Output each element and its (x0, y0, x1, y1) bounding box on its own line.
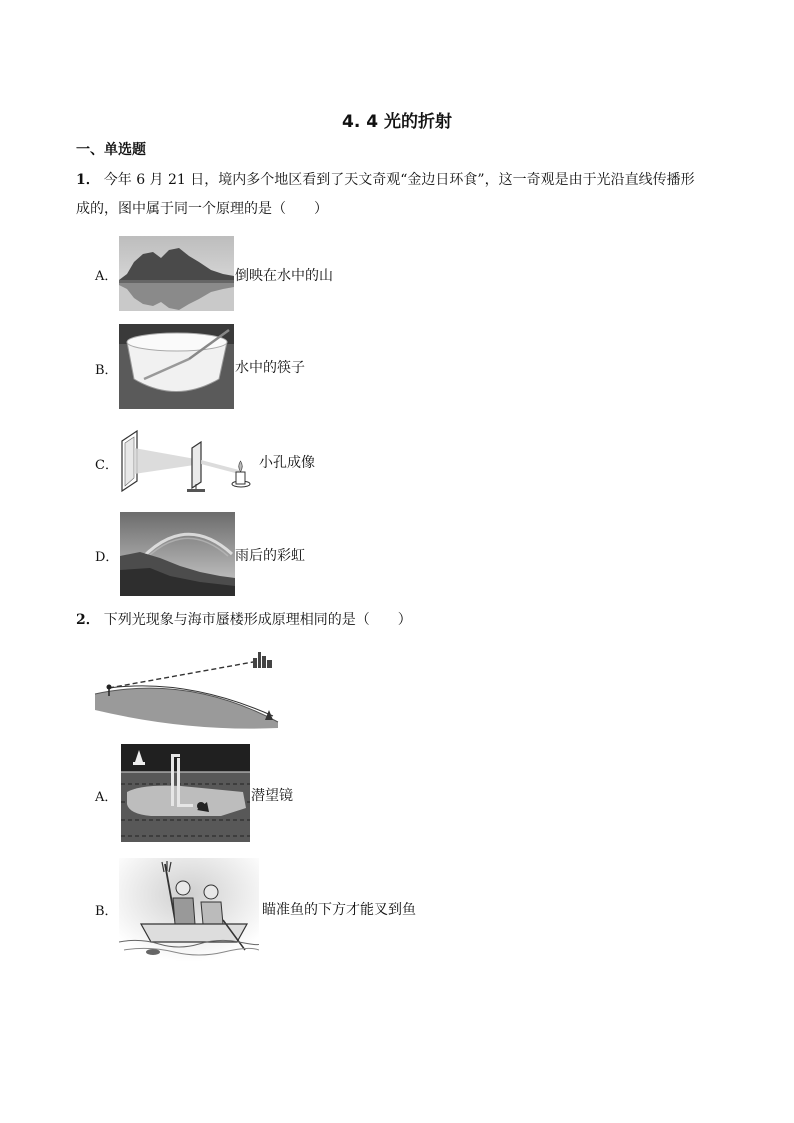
q2-option-letter-a: A． (95, 790, 118, 805)
mirage-diagram (93, 648, 283, 732)
fishing-spear-image (119, 858, 259, 962)
option-caption-d: 雨后的彩虹 (235, 548, 305, 564)
question-number: 2． (76, 612, 100, 628)
question-number: 1． (76, 172, 100, 188)
periscope-image (121, 744, 250, 842)
q2-option-caption-b: 瞄准鱼的下方才能叉到鱼 (262, 902, 416, 918)
mountain-reflection-image (119, 236, 234, 311)
bowl-chopstick-image (119, 324, 234, 409)
question-1 (76, 166, 756, 224)
rainbow-image (120, 512, 235, 596)
option-letter-c: C． (95, 458, 118, 473)
question-text-continued: 成的，图中属于同一个原理的是（ ） (76, 201, 328, 217)
q2-option-letter-b: B． (95, 904, 118, 919)
pinhole-camera-diagram (117, 426, 257, 494)
question-text: 下列光现象与海市蜃楼形成原理相同的是（ ） (103, 612, 412, 628)
q2-option-caption-a: 潜望镜 (251, 788, 293, 804)
question-2 (76, 606, 756, 635)
option-caption-b: 水中的筷子 (235, 360, 305, 376)
option-letter-a: A． (95, 269, 118, 284)
option-caption-c: 小孔成像 (259, 455, 315, 471)
option-letter-d: D． (95, 550, 119, 565)
option-letter-b: B． (95, 363, 118, 378)
section-heading: 一、单选题 (76, 142, 146, 158)
question-text: 今年 6 月 21 日，境内多个地区看到了天文奇观“金边日环食”，这一奇观是由于光沿直线传播形 (103, 172, 695, 188)
page-title: 4. 4 光的折射 (342, 112, 452, 132)
option-caption-a: 倒映在水中的山 (235, 268, 333, 284)
